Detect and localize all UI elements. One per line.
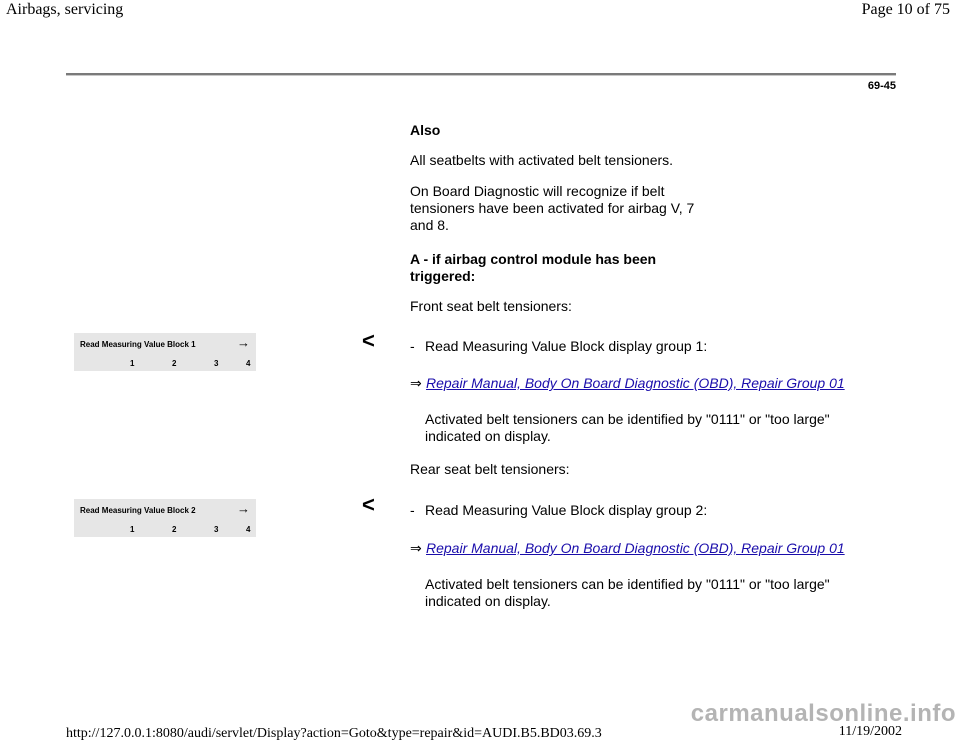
- display-field-3: 3: [214, 359, 219, 368]
- chevron-left-icon: <: [362, 492, 375, 517]
- display-title: Read Measuring Value Block 1: [80, 340, 196, 349]
- step-1-text: Read Measuring Value Block display group 1:: [425, 338, 708, 354]
- display-field-2: 2: [172, 359, 177, 368]
- chevron-left-icon: <: [362, 328, 375, 353]
- also-heading: Also: [410, 122, 441, 138]
- block-1-note-a: Activated belt tensioners can be identified by "0111" or "too large": [425, 411, 830, 427]
- display-field-1: 1: [130, 359, 135, 368]
- condition-line-a: A - if airbag control module has been: [410, 251, 657, 267]
- measuring-block-2-display: [74, 499, 256, 537]
- implies-icon: ⇒: [410, 540, 422, 556]
- intro-line-2c: and 8.: [410, 217, 449, 233]
- display-title: Read Measuring Value Block 2: [80, 506, 196, 515]
- repair-manual-link-2[interactable]: Repair Manual, Body On Board Diagnostic (OBD), Repair Group 01: [426, 540, 845, 556]
- footer-url: http://127.0.0.1:8080/audi/servlet/Display?action=Goto&type=repair&id=AUDI.B5.BD03.69.3: [66, 726, 602, 741]
- condition-line-b: triggered:: [410, 268, 476, 284]
- step-dash: -: [410, 338, 415, 354]
- rear-tensioners-label: Rear seat belt tensioners:: [410, 461, 570, 477]
- block-2-note-b: indicated on display.: [425, 593, 551, 609]
- watermark: carmanualsonline.info: [690, 700, 956, 727]
- intro-line-1: All seatbelts with activated belt tensioners.: [410, 152, 674, 168]
- repair-manual-link-1[interactable]: Repair Manual, Body On Board Diagnostic (OBD), Repair Group 01: [426, 375, 845, 391]
- intro-line-2a: On Board Diagnostic will recognize if belt: [410, 183, 665, 199]
- arrow-right-icon: →: [237, 335, 250, 350]
- intro-line-2b: tensioners have been activated for airbag V, 7: [410, 200, 695, 216]
- display-field-4: 4: [246, 525, 251, 534]
- display-field-1: 1: [130, 525, 135, 534]
- display-field-4: 4: [246, 359, 251, 368]
- section-page-number: 69-45: [867, 80, 896, 92]
- document-title: Airbags, servicing: [6, 1, 124, 18]
- front-tensioners-label: Front seat belt tensioners:: [410, 298, 572, 314]
- page-indicator: Page 10 of 75: [861, 1, 950, 18]
- block-1-note-b: indicated on display.: [425, 428, 551, 444]
- block-2-note-a: Activated belt tensioners can be identified by "0111" or "too large": [425, 576, 830, 592]
- arrow-right-icon: →: [237, 501, 250, 516]
- implies-icon: ⇒: [410, 375, 422, 391]
- display-field-2: 2: [172, 525, 177, 534]
- step-2-text: Read Measuring Value Block display group 2:: [425, 502, 708, 518]
- step-dash: -: [410, 502, 415, 518]
- header-rule: [66, 73, 896, 76]
- measuring-block-1-display: [74, 333, 256, 371]
- footer-date: 11/19/2002: [838, 724, 902, 739]
- display-field-3: 3: [214, 525, 219, 534]
